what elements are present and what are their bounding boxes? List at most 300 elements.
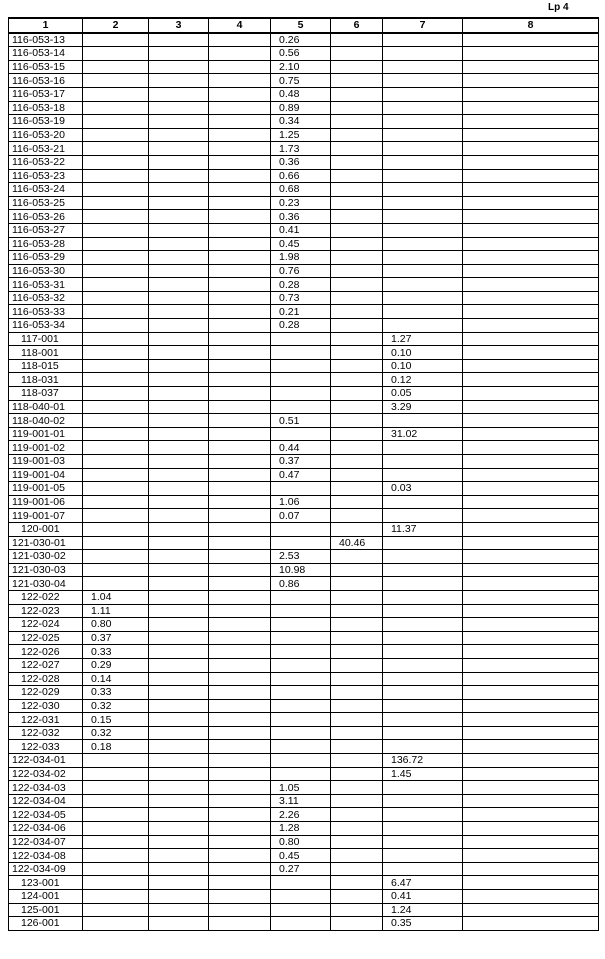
table-cell	[209, 101, 271, 115]
table-cell	[271, 645, 331, 659]
table-cell	[271, 917, 331, 931]
table-cell	[149, 115, 209, 129]
table-cell: 0.36	[271, 155, 331, 169]
table-cell: 116-053-28	[9, 237, 83, 251]
table-cell	[209, 482, 271, 496]
table-cell	[331, 223, 383, 237]
table-cell: 0.51	[271, 414, 331, 428]
table-cell	[271, 686, 331, 700]
table-row	[9, 672, 599, 686]
table-cell: 122-033	[9, 740, 83, 754]
table-cell: 1.27	[383, 332, 463, 346]
page-number-label: Lp 4	[548, 2, 569, 13]
table-cell	[209, 87, 271, 101]
table-cell: 120-001	[9, 522, 83, 536]
table-cell: 0.41	[271, 223, 331, 237]
table-cell	[149, 47, 209, 61]
column-header: 1	[9, 18, 83, 33]
table-cell	[149, 862, 209, 876]
table-cell	[209, 794, 271, 808]
table-cell: 122-030	[9, 699, 83, 713]
table-cell: 0.10	[383, 346, 463, 360]
table-cell	[383, 441, 463, 455]
table-cell: 121-030-03	[9, 563, 83, 577]
table-cell	[383, 128, 463, 142]
table-cell	[383, 713, 463, 727]
table-cell: 2.10	[271, 60, 331, 74]
table-cell	[149, 849, 209, 863]
table-cell	[209, 631, 271, 645]
table-cell	[383, 60, 463, 74]
table-cell	[209, 142, 271, 156]
table-cell	[83, 278, 149, 292]
table-cell: 0.14	[83, 672, 149, 686]
table-cell	[209, 645, 271, 659]
table-cell	[463, 482, 599, 496]
table-cell	[463, 631, 599, 645]
column-header: 3	[149, 18, 209, 33]
table-cell: 116-053-15	[9, 60, 83, 74]
table-cell	[463, 577, 599, 591]
table-cell	[149, 699, 209, 713]
table-cell: 0.80	[271, 835, 331, 849]
table-cell	[149, 169, 209, 183]
table-row	[9, 754, 599, 768]
table-row	[9, 822, 599, 836]
table-cell: 0.27	[271, 862, 331, 876]
table-cell	[271, 387, 331, 401]
table-cell	[209, 332, 271, 346]
table-row	[9, 47, 599, 61]
table-cell	[331, 305, 383, 319]
table-cell	[331, 346, 383, 360]
table-row	[9, 128, 599, 142]
table-cell: 122-034-07	[9, 835, 83, 849]
table-row	[9, 876, 599, 890]
table-cell: 118-031	[9, 373, 83, 387]
table-row	[9, 577, 599, 591]
table-cell: 116-053-21	[9, 142, 83, 156]
table-cell	[149, 155, 209, 169]
table-cell	[463, 128, 599, 142]
column-header: 2	[83, 18, 149, 33]
table-cell	[209, 74, 271, 88]
table-cell: 1.06	[271, 495, 331, 509]
table-cell	[463, 726, 599, 740]
table-cell	[383, 101, 463, 115]
table-cell: 1.98	[271, 251, 331, 265]
table-cell: 119-001-06	[9, 495, 83, 509]
table-cell	[209, 387, 271, 401]
table-cell	[463, 60, 599, 74]
table-cell	[271, 427, 331, 441]
table-cell	[149, 590, 209, 604]
table-cell	[463, 849, 599, 863]
table-cell: 116-053-22	[9, 155, 83, 169]
table-cell: 0.34	[271, 115, 331, 129]
table-cell	[149, 455, 209, 469]
table-row	[9, 509, 599, 523]
table-cell	[149, 278, 209, 292]
table-cell: 0.12	[383, 373, 463, 387]
table-cell	[149, 373, 209, 387]
table-cell	[149, 822, 209, 836]
table-cell	[83, 482, 149, 496]
table-cell	[149, 618, 209, 632]
table-cell	[463, 590, 599, 604]
table-cell	[463, 427, 599, 441]
table-cell	[83, 74, 149, 88]
table-cell: 125-001	[9, 903, 83, 917]
table-cell: 116-053-32	[9, 291, 83, 305]
table-cell	[149, 414, 209, 428]
table-cell	[149, 754, 209, 768]
table-cell	[463, 346, 599, 360]
table-cell	[383, 305, 463, 319]
table-cell: 2.53	[271, 550, 331, 564]
table-cell	[149, 645, 209, 659]
table-cell	[463, 781, 599, 795]
table-cell	[83, 373, 149, 387]
table-cell: 122-027	[9, 658, 83, 672]
table-cell	[209, 183, 271, 197]
table-cell	[209, 686, 271, 700]
table-cell: 123-001	[9, 876, 83, 890]
table-cell	[383, 74, 463, 88]
table-cell	[149, 808, 209, 822]
table-cell	[209, 319, 271, 333]
table-cell	[271, 672, 331, 686]
table-cell	[149, 563, 209, 577]
table-row	[9, 359, 599, 373]
table-cell	[383, 33, 463, 47]
table-cell	[149, 550, 209, 564]
header-row	[9, 18, 599, 33]
table-cell: 116-053-17	[9, 87, 83, 101]
table-cell	[83, 890, 149, 904]
table-cell	[383, 781, 463, 795]
table-row	[9, 835, 599, 849]
table-cell	[149, 767, 209, 781]
table-row	[9, 101, 599, 115]
table-cell	[271, 631, 331, 645]
table-cell	[271, 890, 331, 904]
table-cell	[383, 264, 463, 278]
table-cell	[149, 427, 209, 441]
column-header: 7	[383, 18, 463, 33]
table-cell	[83, 223, 149, 237]
table-cell	[83, 495, 149, 509]
table-cell	[209, 917, 271, 931]
table-row	[9, 74, 599, 88]
table-cell	[83, 427, 149, 441]
table-cell	[209, 128, 271, 142]
table-cell: 0.89	[271, 101, 331, 115]
table-cell	[383, 686, 463, 700]
table-cell	[83, 115, 149, 129]
table-cell	[463, 223, 599, 237]
table-cell	[83, 441, 149, 455]
table-cell	[331, 713, 383, 727]
table-cell: 122-034-02	[9, 767, 83, 781]
table-cell: 0.28	[271, 278, 331, 292]
table-cell	[83, 794, 149, 808]
table-row	[9, 849, 599, 863]
table-cell: 0.21	[271, 305, 331, 319]
table-cell	[271, 332, 331, 346]
table-cell	[463, 495, 599, 509]
table-cell: 0.80	[83, 618, 149, 632]
table-cell	[463, 754, 599, 768]
table-cell: 122-034-06	[9, 822, 83, 836]
table-row	[9, 33, 599, 47]
table-cell	[149, 142, 209, 156]
table-cell	[463, 291, 599, 305]
table-cell: 116-053-14	[9, 47, 83, 61]
table-cell	[83, 332, 149, 346]
table-cell	[149, 387, 209, 401]
table-cell	[209, 658, 271, 672]
table-cell: 1.25	[271, 128, 331, 142]
table-cell	[209, 563, 271, 577]
table-row	[9, 319, 599, 333]
table-cell	[83, 264, 149, 278]
table-cell	[383, 414, 463, 428]
table-cell: 122-026	[9, 645, 83, 659]
table-row	[9, 305, 599, 319]
table-cell	[83, 101, 149, 115]
table-cell	[209, 47, 271, 61]
table-cell	[383, 455, 463, 469]
table-cell: 122-034-09	[9, 862, 83, 876]
table-cell	[149, 740, 209, 754]
column-header: 6	[331, 18, 383, 33]
table-cell: 0.05	[383, 387, 463, 401]
table-cell	[383, 509, 463, 523]
table-cell	[331, 522, 383, 536]
table-cell	[209, 890, 271, 904]
table-cell: 119-001-03	[9, 455, 83, 469]
table-cell	[463, 767, 599, 781]
table-cell	[209, 169, 271, 183]
table-cell	[83, 563, 149, 577]
table-cell	[463, 196, 599, 210]
table-row	[9, 482, 599, 496]
table-cell	[149, 781, 209, 795]
table-cell: 116-053-30	[9, 264, 83, 278]
table-row	[9, 142, 599, 156]
table-cell: 0.33	[83, 645, 149, 659]
table-cell	[331, 862, 383, 876]
table-cell	[83, 142, 149, 156]
table-cell: 122-029	[9, 686, 83, 700]
table-cell	[83, 468, 149, 482]
table-row	[9, 903, 599, 917]
column-header: 8	[463, 18, 599, 33]
table-cell: 1.11	[83, 604, 149, 618]
table-cell	[383, 495, 463, 509]
table-cell	[149, 359, 209, 373]
table-cell	[271, 482, 331, 496]
table-cell	[331, 101, 383, 115]
table-cell: 116-053-27	[9, 223, 83, 237]
table-cell	[463, 658, 599, 672]
table-row	[9, 781, 599, 795]
table-row	[9, 264, 599, 278]
table-cell	[271, 903, 331, 917]
table-cell	[331, 482, 383, 496]
table-cell: 0.76	[271, 264, 331, 278]
table-cell	[149, 726, 209, 740]
table-cell: 0.32	[83, 726, 149, 740]
table-cell: 116-053-33	[9, 305, 83, 319]
table-cell	[463, 604, 599, 618]
table-cell: 122-031	[9, 713, 83, 727]
table-row	[9, 87, 599, 101]
table-cell	[83, 169, 149, 183]
table-cell	[463, 890, 599, 904]
table-body	[9, 33, 599, 931]
table-cell	[83, 47, 149, 61]
table-cell	[209, 155, 271, 169]
table-cell	[209, 740, 271, 754]
table-cell	[383, 115, 463, 129]
table-cell	[271, 618, 331, 632]
table-cell	[209, 441, 271, 455]
table-cell: 3.11	[271, 794, 331, 808]
table-cell	[331, 604, 383, 618]
table-cell	[83, 60, 149, 74]
table-cell	[149, 876, 209, 890]
table-cell	[331, 658, 383, 672]
table-cell	[383, 47, 463, 61]
table-cell: 119-001-07	[9, 509, 83, 523]
table-row	[9, 740, 599, 754]
table-cell	[331, 359, 383, 373]
table-cell	[331, 196, 383, 210]
table-cell	[271, 522, 331, 536]
table-cell	[463, 699, 599, 713]
table-cell	[209, 305, 271, 319]
table-cell	[149, 658, 209, 672]
table-cell: 1.24	[383, 903, 463, 917]
table-cell	[149, 441, 209, 455]
table-cell	[331, 237, 383, 251]
table-cell: 0.45	[271, 849, 331, 863]
table-cell: 116-053-26	[9, 210, 83, 224]
table-cell	[463, 278, 599, 292]
table-cell	[331, 264, 383, 278]
table-cell: 118-037	[9, 387, 83, 401]
table-cell: 0.44	[271, 441, 331, 455]
table-cell: 116-053-31	[9, 278, 83, 292]
table-cell	[463, 835, 599, 849]
column-header: 5	[271, 18, 331, 33]
table-cell	[271, 740, 331, 754]
table-cell	[83, 455, 149, 469]
table-cell	[383, 468, 463, 482]
table-cell: 121-030-02	[9, 550, 83, 564]
table-cell	[331, 563, 383, 577]
table-cell	[149, 223, 209, 237]
table-row	[9, 155, 599, 169]
table-cell	[149, 917, 209, 931]
table-cell: 116-053-25	[9, 196, 83, 210]
table-cell	[209, 210, 271, 224]
table-cell	[383, 536, 463, 550]
table-cell: 118-001	[9, 346, 83, 360]
table-cell	[83, 346, 149, 360]
table-cell	[383, 590, 463, 604]
table-cell	[149, 210, 209, 224]
table-cell	[383, 319, 463, 333]
table-cell: 118-040-01	[9, 400, 83, 414]
table-row	[9, 890, 599, 904]
table-cell	[331, 400, 383, 414]
table-cell	[331, 631, 383, 645]
table-cell	[331, 686, 383, 700]
table-cell	[149, 74, 209, 88]
table-cell	[331, 278, 383, 292]
table-row	[9, 223, 599, 237]
table-cell: 116-053-24	[9, 183, 83, 197]
table-cell	[83, 862, 149, 876]
table-row	[9, 767, 599, 781]
table-cell	[149, 604, 209, 618]
table-row	[9, 658, 599, 672]
table-cell	[83, 155, 149, 169]
table-cell: 0.45	[271, 237, 331, 251]
table-cell: 122-028	[9, 672, 83, 686]
table-cell	[209, 672, 271, 686]
table-cell: 1.45	[383, 767, 463, 781]
table-cell	[383, 835, 463, 849]
table-cell	[383, 658, 463, 672]
table-cell	[209, 291, 271, 305]
table-cell	[383, 849, 463, 863]
table-cell	[83, 128, 149, 142]
table-row	[9, 60, 599, 74]
table-cell	[209, 115, 271, 129]
table-cell: 0.10	[383, 359, 463, 373]
table-cell	[331, 169, 383, 183]
table-cell	[149, 903, 209, 917]
table-cell: 0.73	[271, 291, 331, 305]
table-row	[9, 196, 599, 210]
table-row	[9, 468, 599, 482]
table-cell	[83, 196, 149, 210]
table-cell	[209, 223, 271, 237]
table-cell: 0.86	[271, 577, 331, 591]
table-cell	[331, 291, 383, 305]
table-row	[9, 522, 599, 536]
table-cell	[331, 590, 383, 604]
table-cell: 116-053-29	[9, 251, 83, 265]
table-cell	[463, 876, 599, 890]
table-cell: 122-034-03	[9, 781, 83, 795]
table-cell	[149, 87, 209, 101]
table-cell	[463, 264, 599, 278]
table-cell	[209, 699, 271, 713]
table-cell: 122-025	[9, 631, 83, 645]
table-cell: 0.48	[271, 87, 331, 101]
table-cell: 116-053-20	[9, 128, 83, 142]
table-cell	[383, 210, 463, 224]
table-cell	[383, 631, 463, 645]
table-cell	[83, 319, 149, 333]
table-cell: 0.23	[271, 196, 331, 210]
table-cell	[83, 917, 149, 931]
